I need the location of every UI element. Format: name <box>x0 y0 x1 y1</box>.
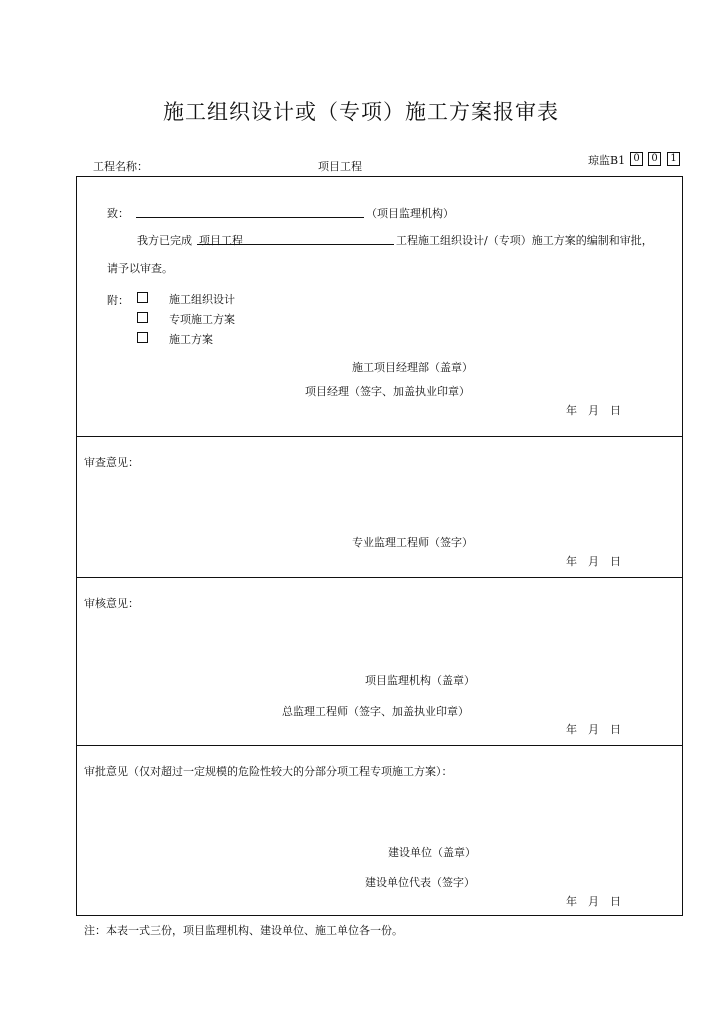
audit-opinion-label: 审核意见： <box>84 597 139 610</box>
attachment-checkbox-3[interactable] <box>137 332 148 343</box>
to-suffix: （项目监理机构） <box>366 207 454 220</box>
statement-project-blank[interactable] <box>197 244 394 245</box>
approval-opinion-label: 审批意见（仅对超过一定规模的危险性较大的分部分项工程专项施工方案）： <box>84 765 453 778</box>
statement-prefix: 我方已完成 <box>137 234 192 247</box>
form-code-prefix: 琼监B1 <box>588 154 626 167</box>
to-label: 致： <box>107 207 129 220</box>
owner-rep-sign-label: 建设单位代表（签字） <box>365 876 475 889</box>
attachment-label-1: 施工组织设计 <box>169 293 235 306</box>
attachment-label-3: 施工方案 <box>169 333 213 346</box>
review-opinion-label: 审查意见： <box>84 456 139 469</box>
row-divider <box>76 745 683 746</box>
form-code-digit-1: 0 <box>630 152 643 166</box>
date-label: 年 月 日 <box>566 895 621 908</box>
attach-label: 附： <box>107 294 129 307</box>
engineer-sign-label: 专业监理工程师（签字） <box>352 536 473 549</box>
form-code-digit-3: 1 <box>667 152 680 166</box>
project-name-value: 项目工程 <box>318 160 362 173</box>
supervisor-org-blank[interactable] <box>136 217 364 218</box>
row-divider <box>76 577 683 578</box>
statement-suffix: 工程施工组织设计/（专项）施工方案的编制和审批， <box>396 234 653 247</box>
owner-seal-label: 建设单位（盖章） <box>388 846 476 859</box>
chief-engineer-sign-label: 总监理工程师（签字、加盖执业印章） <box>282 705 469 718</box>
attachment-label-2: 专项施工方案 <box>169 313 235 326</box>
project-name-label: 工程名称： <box>93 160 148 173</box>
statement-project: 项目工程 <box>199 234 243 247</box>
attachment-checkbox-2[interactable] <box>137 312 148 323</box>
supervisor-seal-label: 项目监理机构（盖章） <box>365 674 475 687</box>
date-label: 年 月 日 <box>566 723 621 736</box>
footnote: 注：本表一式三份，项目监理机构、建设单位、施工单位各一份。 <box>84 924 403 937</box>
form-code-digit-2: 0 <box>648 152 661 166</box>
form-title: 施工组织设计或（专项）施工方案报审表 <box>163 100 559 124</box>
contractor-seal-label: 施工项目经理部（盖章） <box>352 361 473 374</box>
date-label: 年 月 日 <box>566 555 621 568</box>
project-manager-sign-label: 项目经理（签字、加盖执业印章） <box>305 385 470 398</box>
statement-line2: 请予以审查。 <box>107 262 173 275</box>
row-divider <box>76 436 683 437</box>
attachment-checkbox-1[interactable] <box>137 292 148 303</box>
date-label: 年 月 日 <box>566 404 621 417</box>
